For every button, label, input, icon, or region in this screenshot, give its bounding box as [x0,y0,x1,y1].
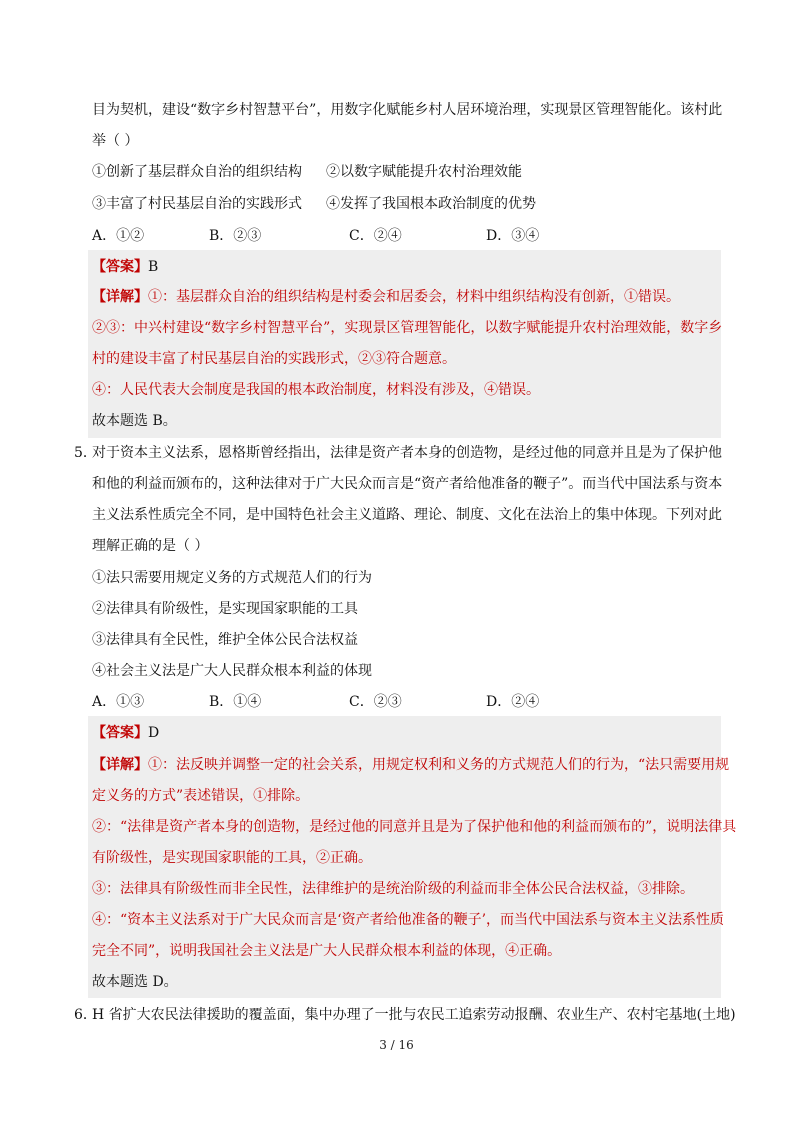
q5-choice-b: B．①④ [209,694,262,710]
q5-conclusion: 故本题选 D。 [92,974,178,990]
q5-choice-d: D．②④ [486,694,540,710]
page-number: 3 / 16 [379,1038,414,1052]
q4-option-1: ①创新了基层群众自治的组织结构 [92,164,302,180]
q4-explain-label: 【详解】 [92,289,148,305]
q5-number: 5． [74,445,97,461]
q5-explain-line-7: 完全不同”，说明我国社会主义法是广大人民群众根本利益的体现，④正确。 [92,943,562,959]
q5-option-3: ③法律具有全民性，维护全体公民合法权益 [92,632,358,648]
q6-stem-line-1: H 省扩大农民法律援助的覆盖面，集中办理了一批与农民工追索劳动报酬、农业生产、农村宅基地(土地) [92,1007,736,1023]
q5-explain-line-2: 定义务的方式”表述错误，①排除。 [92,788,310,804]
q4-choice-b: B．②③ [209,228,262,244]
q4-explain-line-3: 村的建设丰富了村民基层自治的实践形式，②③符合题意。 [92,351,456,367]
q5-stem-line-3: 主义法系性质完全不同，是中国特色社会主义道路、理论、制度、文化在法治上的集中体现。下列对此 [92,507,722,523]
q4-explain-line-1 [92,287,680,307]
q4-choice-a: A．①② [92,228,145,244]
q5-explain-line-5: ③：法律具有阶级性而非全民性，法律维护的是统治阶级的利益而非全体公民合法权益，③排除。 [92,881,694,897]
q4-explain-line-2: ②③：中兴村建设“数字乡村智慧平台”，实现景区管理智能化，以数字赋能提升农村治理效能，数字乡 [92,320,723,336]
q5-explain-text-1: ①：法反映并调整一定的社会关系，用规定权利和义务的方式规范人们的行为，“法只需要用规 [148,757,730,773]
q5-option-4: ④社会主义法是广大人民群众根本利益的体现 [92,663,372,679]
q4-choice-c: C．②④ [349,228,402,244]
q4-answer-block [88,250,721,438]
q5-option-2: ②法律具有阶级性，是实现国家职能的工具 [92,601,358,617]
q5-stem-line-1: 对于资本主义法系，恩格斯曾经指出，法律是资产者本身的创造物，是经过他的同意并且是为了保护他 [92,445,722,461]
q5-explain-line-1 [92,755,729,775]
q5-explain-line-3: ②：“法律是资产者本身的创造物，是经过他的同意并且是为了保护他和他的利益而颁布的”，说明法律具 [92,819,737,835]
q4-option-4: ④发挥了我国根本政治制度的优势 [326,196,536,212]
q5-option-1: ①法只需要用规定义务的方式规范人们的行为 [92,570,372,586]
q4-stem-line-2: 举（ ） [92,133,139,149]
q6-number: 6． [74,1007,97,1023]
q4-explain-line-4: ④：人民代表大会制度是我国的根本政治制度，材料没有涉及，④错误。 [92,382,540,398]
q5-stem-line-2: 和他的利益而颁布的，这种法律对于广大民众而言是“资产者给他准备的鞭子”。而当代中国法系与资本 [92,476,723,492]
q4-answer-line [92,257,158,277]
q4-conclusion: 故本题选 B。 [92,413,177,429]
q5-choice-c: C．②③ [349,694,402,710]
q5-explain-line-6: ④：“资本主义法系对于广大民众而言是‘资产者给他准备的鞭子’，而当代中国法系与资本主义法系性质 [92,912,725,928]
q5-answer-line [92,723,159,743]
q4-option-2: ②以数字赋能提升农村治理效能 [326,164,522,180]
q5-answer-value: D [148,725,160,741]
q4-explain-text-1: ①：基层群众自治的组织结构是村委会和居委会，材料中组织结构没有创新，①错误。 [148,289,680,305]
q4-option-3: ③丰富了村民基层自治的实践形式 [92,196,302,212]
q4-answer-value: B [148,259,159,275]
q5-explain-label: 【详解】 [92,757,148,773]
q5-choice-a: A．①③ [92,694,145,710]
q4-stem-line-1: 目为契机，建设“数字乡村智慧平台”，用数字化赋能乡村人居环境治理，实现景区管理智能化。该村此 [92,102,723,118]
q5-answer-label: 【答案】 [92,725,148,741]
q4-choice-d: D．③④ [486,228,540,244]
q4-answer-label: 【答案】 [92,259,148,275]
q5-stem-line-4: 理解正确的是（ ） [92,538,209,554]
q5-explain-line-4: 有阶级性，是实现国家职能的工具，②正确。 [92,850,372,866]
